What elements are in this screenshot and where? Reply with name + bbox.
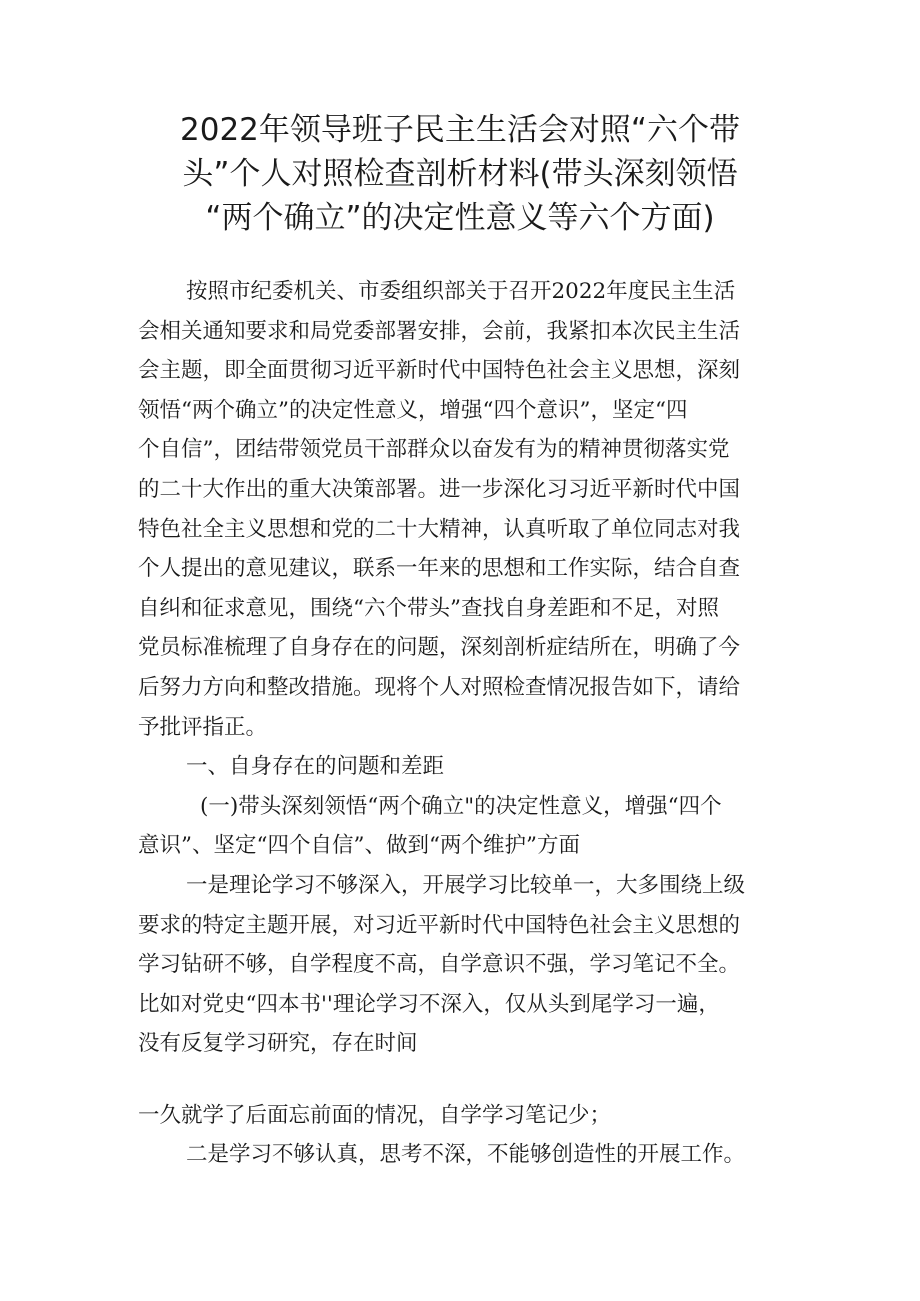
subsection-heading <box>138 787 788 866</box>
section-heading: 一、自身存在的问题和差距 <box>186 754 445 780</box>
paragraph-line: 予批评指正。 <box>138 714 268 740</box>
paragraph-line: 自纠和征求意见，围绕“六个带头”查找自身差距和不足，对照 <box>138 595 719 621</box>
paragraph-line: 个人提出的意见建议，联系一年来的思想和工作实际，结合自查 <box>138 556 741 582</box>
document-body <box>138 272 788 1175</box>
paragraph-line: 党员标准梳理了自身存在的问题，深刻剖析症结所在，明确了今 <box>138 635 741 661</box>
paragraph-line: 特色社全主义思想和党的二十大精神，认真听取了单位同志对我 <box>138 516 741 542</box>
paragraph-line: 要求的特定主题开展，对习近平新时代中国特色社会主义思想的 <box>138 912 741 938</box>
paragraph-line: 会相关通知要求和局党委部署安排，会前，我紧扣本次民主生活 <box>138 318 741 344</box>
paragraph-line: 领悟“两个确立”的决定性意义，增强“四个意识”，坚定“四 <box>138 397 688 423</box>
paragraph-line: 后努力方向和整改措施。现将个人对照检查情况报告如下，请给 <box>138 674 741 700</box>
intro-paragraph <box>138 272 788 747</box>
paragraph-line: 没有反复学习研究，存在时间 <box>138 1031 418 1057</box>
subsection-line: (一)带头深刻领悟“两个确立"的决定性意义，增强“四个 <box>200 793 722 819</box>
title-line: “两个确立”的决定性意义等六个方面) <box>205 200 715 236</box>
document-title <box>130 108 790 240</box>
continuation-line: 一久就学了后面忘前面的情况，自学学习笔记少； <box>138 1102 612 1128</box>
point-two-line: 二是学习不够认真，思考不深，不能够创造性的开展工作。 <box>186 1142 746 1168</box>
paragraph-line: 按照市纪委机关、市委组织部关于召开2022年度民主生活 <box>186 279 736 304</box>
title-line: 2022年领导班子民主生活会对照“六个带 <box>180 112 740 148</box>
point-one-paragraph <box>138 866 788 1064</box>
paragraph-line: 会主题，即全面贯彻习近平新时代中国特色社会主义思想，深刻 <box>138 358 741 384</box>
subsection-line: 意识”、坚定“四个自信”、做到“两个维护”方面 <box>138 833 580 859</box>
paragraph-line: 的二十大作出的重大决策部署。进一步深化习习近平新时代中国 <box>138 476 741 502</box>
paragraph-line: 学习钻研不够，自学程度不高，自学意识不强，学习笔记不全。 <box>138 952 741 978</box>
paragraph-line: 一是理论学习不够深入，开展学习比较单一，大多围绕上级 <box>186 872 746 898</box>
title-line: 头”个人对照检查剖析材料(带头深刻领悟 <box>182 156 738 192</box>
paragraph-line: 比如对党史“四本书''理论学习不深入，仅从头到尾学习一遍， <box>138 991 720 1017</box>
paragraph-line: 个自信”，团结带领党员干部群众以奋发有为的精神贯彻落实党 <box>138 437 730 463</box>
